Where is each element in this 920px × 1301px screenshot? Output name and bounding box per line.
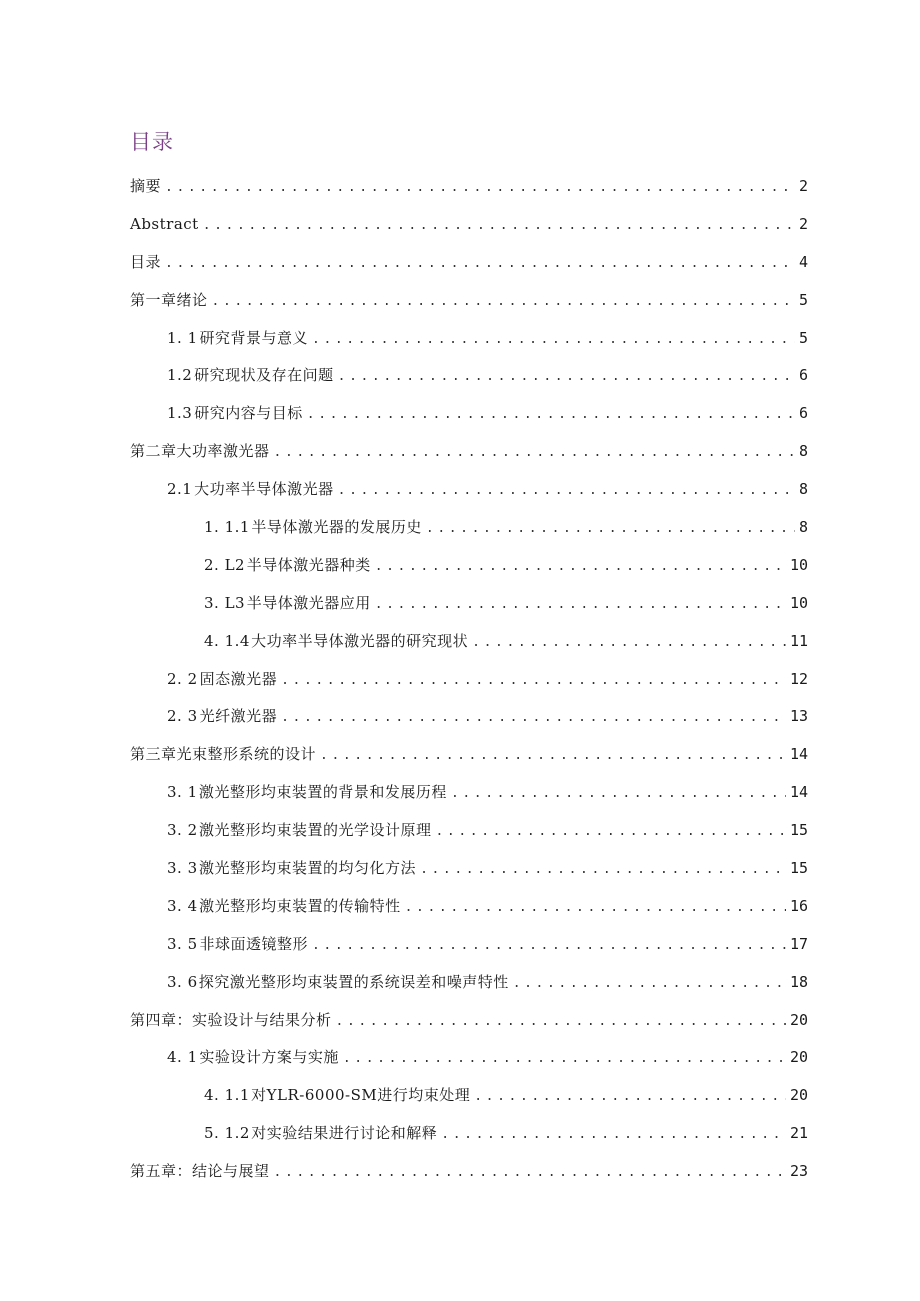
toc-dot-leader	[436, 813, 786, 851]
toc-entry-title: 第一章绪论	[130, 290, 208, 309]
toc-entry-title: 激光整形均束装置的光学设计原理	[198, 821, 432, 840]
toc-entry[interactable]	[130, 244, 808, 282]
toc-dot-leader	[203, 207, 795, 245]
toc-entry-title: 研究背景与意义	[199, 328, 309, 347]
toc-dot-leader	[274, 1154, 786, 1192]
toc-entry-page-number: 20	[789, 1010, 808, 1029]
toc-entry[interactable]	[130, 320, 808, 358]
toc-entry-title: 半导体激光器的发展历史	[251, 518, 422, 537]
toc-entry[interactable]	[130, 812, 808, 850]
toc-entry-number: 3. 2	[167, 821, 198, 840]
toc-entry[interactable]	[130, 623, 808, 661]
toc-entry-title: 实验设计方案与实施	[199, 1048, 339, 1067]
toc-entry-number: 2.1	[167, 480, 193, 499]
toc-entry-title: 固态激光器	[199, 669, 278, 688]
toc-entry-page-number: 10	[789, 593, 808, 612]
toc-dot-leader	[472, 624, 786, 662]
toc-entry-page-number: 12	[789, 669, 808, 688]
toc-dot-leader	[405, 889, 786, 927]
toc-entry[interactable]	[130, 888, 808, 926]
toc-entry-title: 激光整形均束装置的传输特性	[199, 896, 401, 915]
toc-dot-leader	[338, 472, 795, 510]
toc-entry-page-number: 18	[789, 972, 808, 991]
toc-entry-title: 对实验结果进行讨论和解释	[251, 1124, 438, 1143]
toc-entry-number: 4. 1.1	[204, 1086, 250, 1105]
toc-entry[interactable]	[130, 357, 808, 395]
toc-entry-number: 1.2	[167, 366, 193, 385]
toc-entry-number: 3. 4	[167, 896, 198, 915]
toc-entry-title: 光纤激光器	[199, 707, 278, 726]
toc-entry-title: 研究现状及存在问题	[194, 366, 334, 385]
toc-entry-page-number: 5	[798, 328, 808, 347]
toc-entry[interactable]	[130, 282, 808, 320]
toc-entry-title: 对YLR-6000-SM进行均束处理	[251, 1086, 471, 1105]
toc-dot-leader	[312, 321, 795, 359]
toc-entry-number: 4. 1	[167, 1048, 198, 1067]
toc-entry-page-number: 16	[789, 896, 808, 915]
toc-dot-leader	[274, 434, 795, 472]
toc-entry-number: 3. L3	[204, 593, 246, 612]
toc-entry-page-number: 15	[789, 859, 808, 878]
toc-entry-title: 非球面透镜整形	[199, 934, 308, 953]
toc-dot-leader	[474, 1078, 786, 1116]
toc-entry-title: 探究激光整形均束装置的系统误差和噪声特性	[198, 972, 509, 991]
toc-entry-page-number: 6	[798, 404, 808, 423]
toc-entry[interactable]	[130, 395, 808, 433]
toc-dot-leader	[320, 737, 786, 775]
toc-entry[interactable]	[130, 168, 808, 206]
toc-entry[interactable]	[130, 1115, 808, 1153]
toc-entry[interactable]	[130, 698, 808, 736]
toc-entry-page-number: 23	[789, 1162, 808, 1181]
toc-entry[interactable]	[130, 1039, 808, 1077]
toc-dot-leader	[338, 358, 795, 396]
toc-entry[interactable]	[130, 471, 808, 509]
toc-entry-title: 大功率半导体激光器	[194, 480, 334, 499]
toc-entry-page-number: 14	[789, 745, 808, 764]
toc-entry-page-number: 5	[798, 290, 808, 309]
toc-dot-leader	[420, 851, 786, 889]
toc-entry[interactable]	[130, 547, 808, 585]
toc-entry[interactable]	[130, 585, 808, 623]
toc-entry-number: 3. 6	[167, 972, 198, 991]
toc-entry[interactable]	[130, 1153, 808, 1191]
toc-entry-title: Abstract	[130, 214, 199, 233]
toc-entry[interactable]	[130, 1077, 808, 1115]
toc-entry-title: 第二章大功率激光器	[130, 442, 270, 461]
toc-entry-page-number: 15	[789, 821, 808, 840]
toc-entry-page-number: 20	[789, 1048, 808, 1067]
toc-entry-number: 1.3	[167, 404, 193, 423]
toc-entry-number: 2. 3	[167, 707, 198, 726]
toc-entry-title: 大功率半导体激光器的研究现状	[251, 631, 469, 650]
toc-entry-page-number: 10	[789, 555, 808, 574]
toc-entry-title: 目录	[130, 252, 162, 271]
toc-dot-leader	[165, 169, 795, 207]
toc-entry[interactable]	[130, 926, 808, 964]
toc-entry-page-number: 11	[789, 631, 808, 650]
toc-entry-number: 4. 1.4	[204, 631, 250, 650]
toc-entry[interactable]	[130, 736, 808, 774]
toc-entry-number: 3. 1	[167, 783, 198, 802]
toc-heading: 目录	[130, 130, 174, 154]
toc-dot-leader	[375, 586, 786, 624]
toc-entry-number: 3. 3	[167, 859, 198, 878]
toc-entry-number: 5. 1.2	[204, 1124, 250, 1143]
toc-entry-page-number: 14	[789, 783, 808, 802]
toc-entry-page-number: 20	[789, 1086, 808, 1105]
toc-entry-number: 1. 1	[167, 328, 198, 347]
toc-dot-leader	[451, 775, 786, 813]
toc-dot-leader	[312, 927, 786, 965]
toc-entry-title: 激光整形均束装置的背景和发展历程	[198, 783, 447, 802]
toc-dot-leader	[165, 245, 795, 283]
toc-entry[interactable]	[130, 850, 808, 888]
toc-entry-number: 2. L2	[204, 555, 246, 574]
toc-entry-number: 1. 1.1	[204, 518, 250, 537]
toc-entry[interactable]	[130, 509, 808, 547]
toc-entry-page-number: 21	[789, 1124, 808, 1143]
toc-entry-page-number: 2	[798, 177, 808, 195]
toc-entry-title: 激光整形均束装置的均匀化方法	[199, 859, 417, 878]
toc-entry-page-number: 2	[798, 214, 808, 233]
toc-entry-page-number: 4	[798, 252, 808, 271]
toc-entry-page-number: 8	[798, 518, 808, 537]
toc-entry-page-number: 8	[798, 442, 808, 461]
toc-entry-page-number: 6	[798, 366, 808, 385]
toc-entry-page-number: 8	[798, 480, 808, 499]
toc-dot-leader	[281, 662, 786, 700]
toc-dot-leader	[441, 1116, 786, 1154]
toc-entry-title: 第三章光束整形系统的设计	[130, 745, 317, 764]
toc-entry[interactable]	[130, 774, 808, 812]
toc-entry-number: 2. 2	[167, 669, 198, 688]
toc-dot-leader	[343, 1040, 786, 1078]
toc-entry-number: 3. 5	[167, 934, 198, 953]
toc-dot-leader	[336, 1003, 786, 1041]
toc-entry[interactable]	[130, 661, 808, 699]
toc-entry[interactable]	[130, 433, 808, 471]
toc-entry-title: 第四章：实验设计与结果分析	[130, 1010, 332, 1029]
toc-entry[interactable]	[130, 1002, 808, 1040]
toc-entry-page-number: 17	[789, 934, 808, 953]
toc-entry[interactable]	[130, 964, 808, 1002]
toc-dot-leader	[426, 510, 795, 548]
toc-dot-leader	[281, 699, 786, 737]
table-of-contents	[130, 168, 808, 1191]
toc-entry-title: 研究内容与目标	[194, 404, 303, 423]
toc-entry-page-number: 13	[789, 707, 808, 726]
toc-dot-leader	[307, 396, 795, 434]
toc-entry-title: 半导体激光器应用	[246, 593, 371, 612]
toc-dot-leader	[513, 965, 786, 1003]
toc-entry-title: 半导体激光器种类	[246, 555, 371, 574]
toc-dot-leader	[212, 283, 795, 321]
toc-entry-title: 摘要	[130, 177, 162, 195]
toc-entry-title: 第五章：结论与展望	[130, 1162, 270, 1181]
toc-entry[interactable]	[130, 206, 808, 244]
toc-dot-leader	[375, 548, 786, 586]
